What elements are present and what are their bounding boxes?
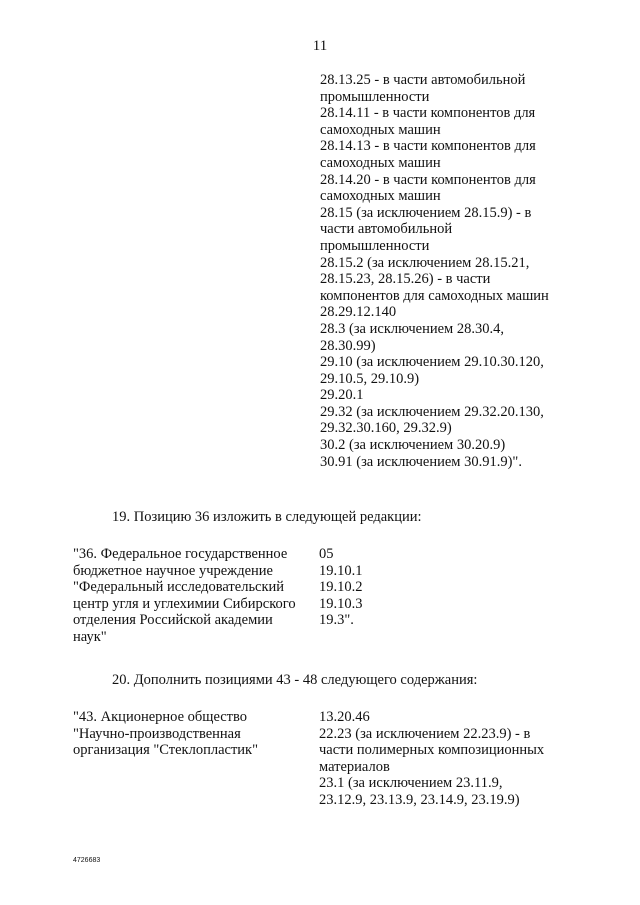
document-id: 4726683	[73, 857, 101, 864]
codes-list-line: самоходных машин	[320, 188, 441, 205]
codes-list-line: 28.13.25 - в части автомобильной	[320, 72, 526, 88]
codes-list-line: 28.15.23, 28.15.26) - в части	[320, 271, 491, 288]
codes-list-line: 28.15 (за исключением 28.15.9) - в	[320, 204, 532, 221]
page-number: 11	[312, 38, 328, 54]
position-name-line: "36. Федеральное государственное	[73, 546, 288, 562]
codes-list-line: 28.14.20 - в части компонентов для	[320, 171, 536, 188]
codes-list-line: 29.10 (за исключением 29.10.30.120,	[320, 354, 544, 371]
position-43-codes	[319, 709, 619, 809]
position-code-line: 22.23 (за исключением 22.23.9) - в	[319, 725, 531, 742]
codes-list-line: 29.20.1	[320, 387, 364, 404]
codes-list-line: 28.3 (за исключением 28.30.4,	[320, 320, 504, 337]
codes-list-line: 28.30.99)	[320, 337, 376, 354]
codes-list-line: 28.14.11 - в части компонентов для	[320, 105, 536, 122]
position-name-line: "Федеральный исследовательский	[73, 579, 285, 596]
codes-list-line: самоходных машин	[320, 154, 441, 171]
position-code-line: 19.10.2	[319, 579, 363, 596]
position-name-line: организация "Стеклопластик"	[73, 742, 259, 759]
position-code-line: 19.10.1	[319, 562, 363, 579]
codes-list-line: промышленности	[320, 237, 430, 254]
position-name-line: центр угля и углехимии Сибирского	[73, 595, 296, 612]
codes-list-line: 28.29.12.140	[320, 304, 397, 321]
position-code-line: части полимерных композиционных	[319, 742, 545, 759]
position-36-name	[73, 546, 313, 646]
codes-list-line: части автомобильной	[320, 221, 453, 238]
codes-list-line: 30.91 (за исключением 30.91.9)".	[320, 453, 522, 470]
position-36-codes	[319, 546, 619, 629]
position-code-line: 05	[319, 546, 334, 562]
position-name-line: наук"	[73, 628, 107, 645]
codes-list-line: компонентов для самоходных машин	[320, 287, 549, 304]
codes-list	[320, 72, 620, 470]
codes-list-line: 28.15.2 (за исключением 28.15.21,	[320, 254, 530, 271]
instruction-19: 19. Позицию 36 изложить в следующей редакции:	[112, 509, 422, 525]
position-43-name	[73, 709, 313, 759]
position-code-line: материалов	[319, 758, 390, 775]
codes-list-line: 30.2 (за исключением 30.20.9)	[320, 437, 506, 454]
instruction-20: 20. Дополнить позициями 43 - 48 следующего содержания:	[112, 672, 478, 688]
position-code-line: 19.3".	[319, 612, 354, 629]
codes-list-line: 29.32 (за исключением 29.32.20.130,	[320, 403, 544, 420]
position-code-line: 13.20.46	[319, 709, 370, 725]
position-code-line: 23.12.9, 23.13.9, 23.14.9, 23.19.9)	[319, 791, 520, 808]
codes-list-line: 29.10.5, 29.10.9)	[320, 370, 420, 387]
position-code-line: 19.10.3	[319, 595, 363, 612]
position-name-line: "Научно-производственная	[73, 725, 241, 742]
codes-list-line: 28.14.13 - в части компонентов для	[320, 138, 536, 155]
position-name-line: бюджетное научное учреждение	[73, 562, 273, 579]
codes-list-line: промышленности	[320, 88, 430, 105]
position-code-line: 23.1 (за исключением 23.11.9,	[319, 775, 503, 792]
codes-list-line: самоходных машин	[320, 121, 441, 138]
position-name-line: отделения Российской академии	[73, 612, 273, 629]
codes-list-line: 29.32.30.160, 29.32.9)	[320, 420, 452, 437]
position-name-line: "43. Акционерное общество	[73, 709, 248, 725]
